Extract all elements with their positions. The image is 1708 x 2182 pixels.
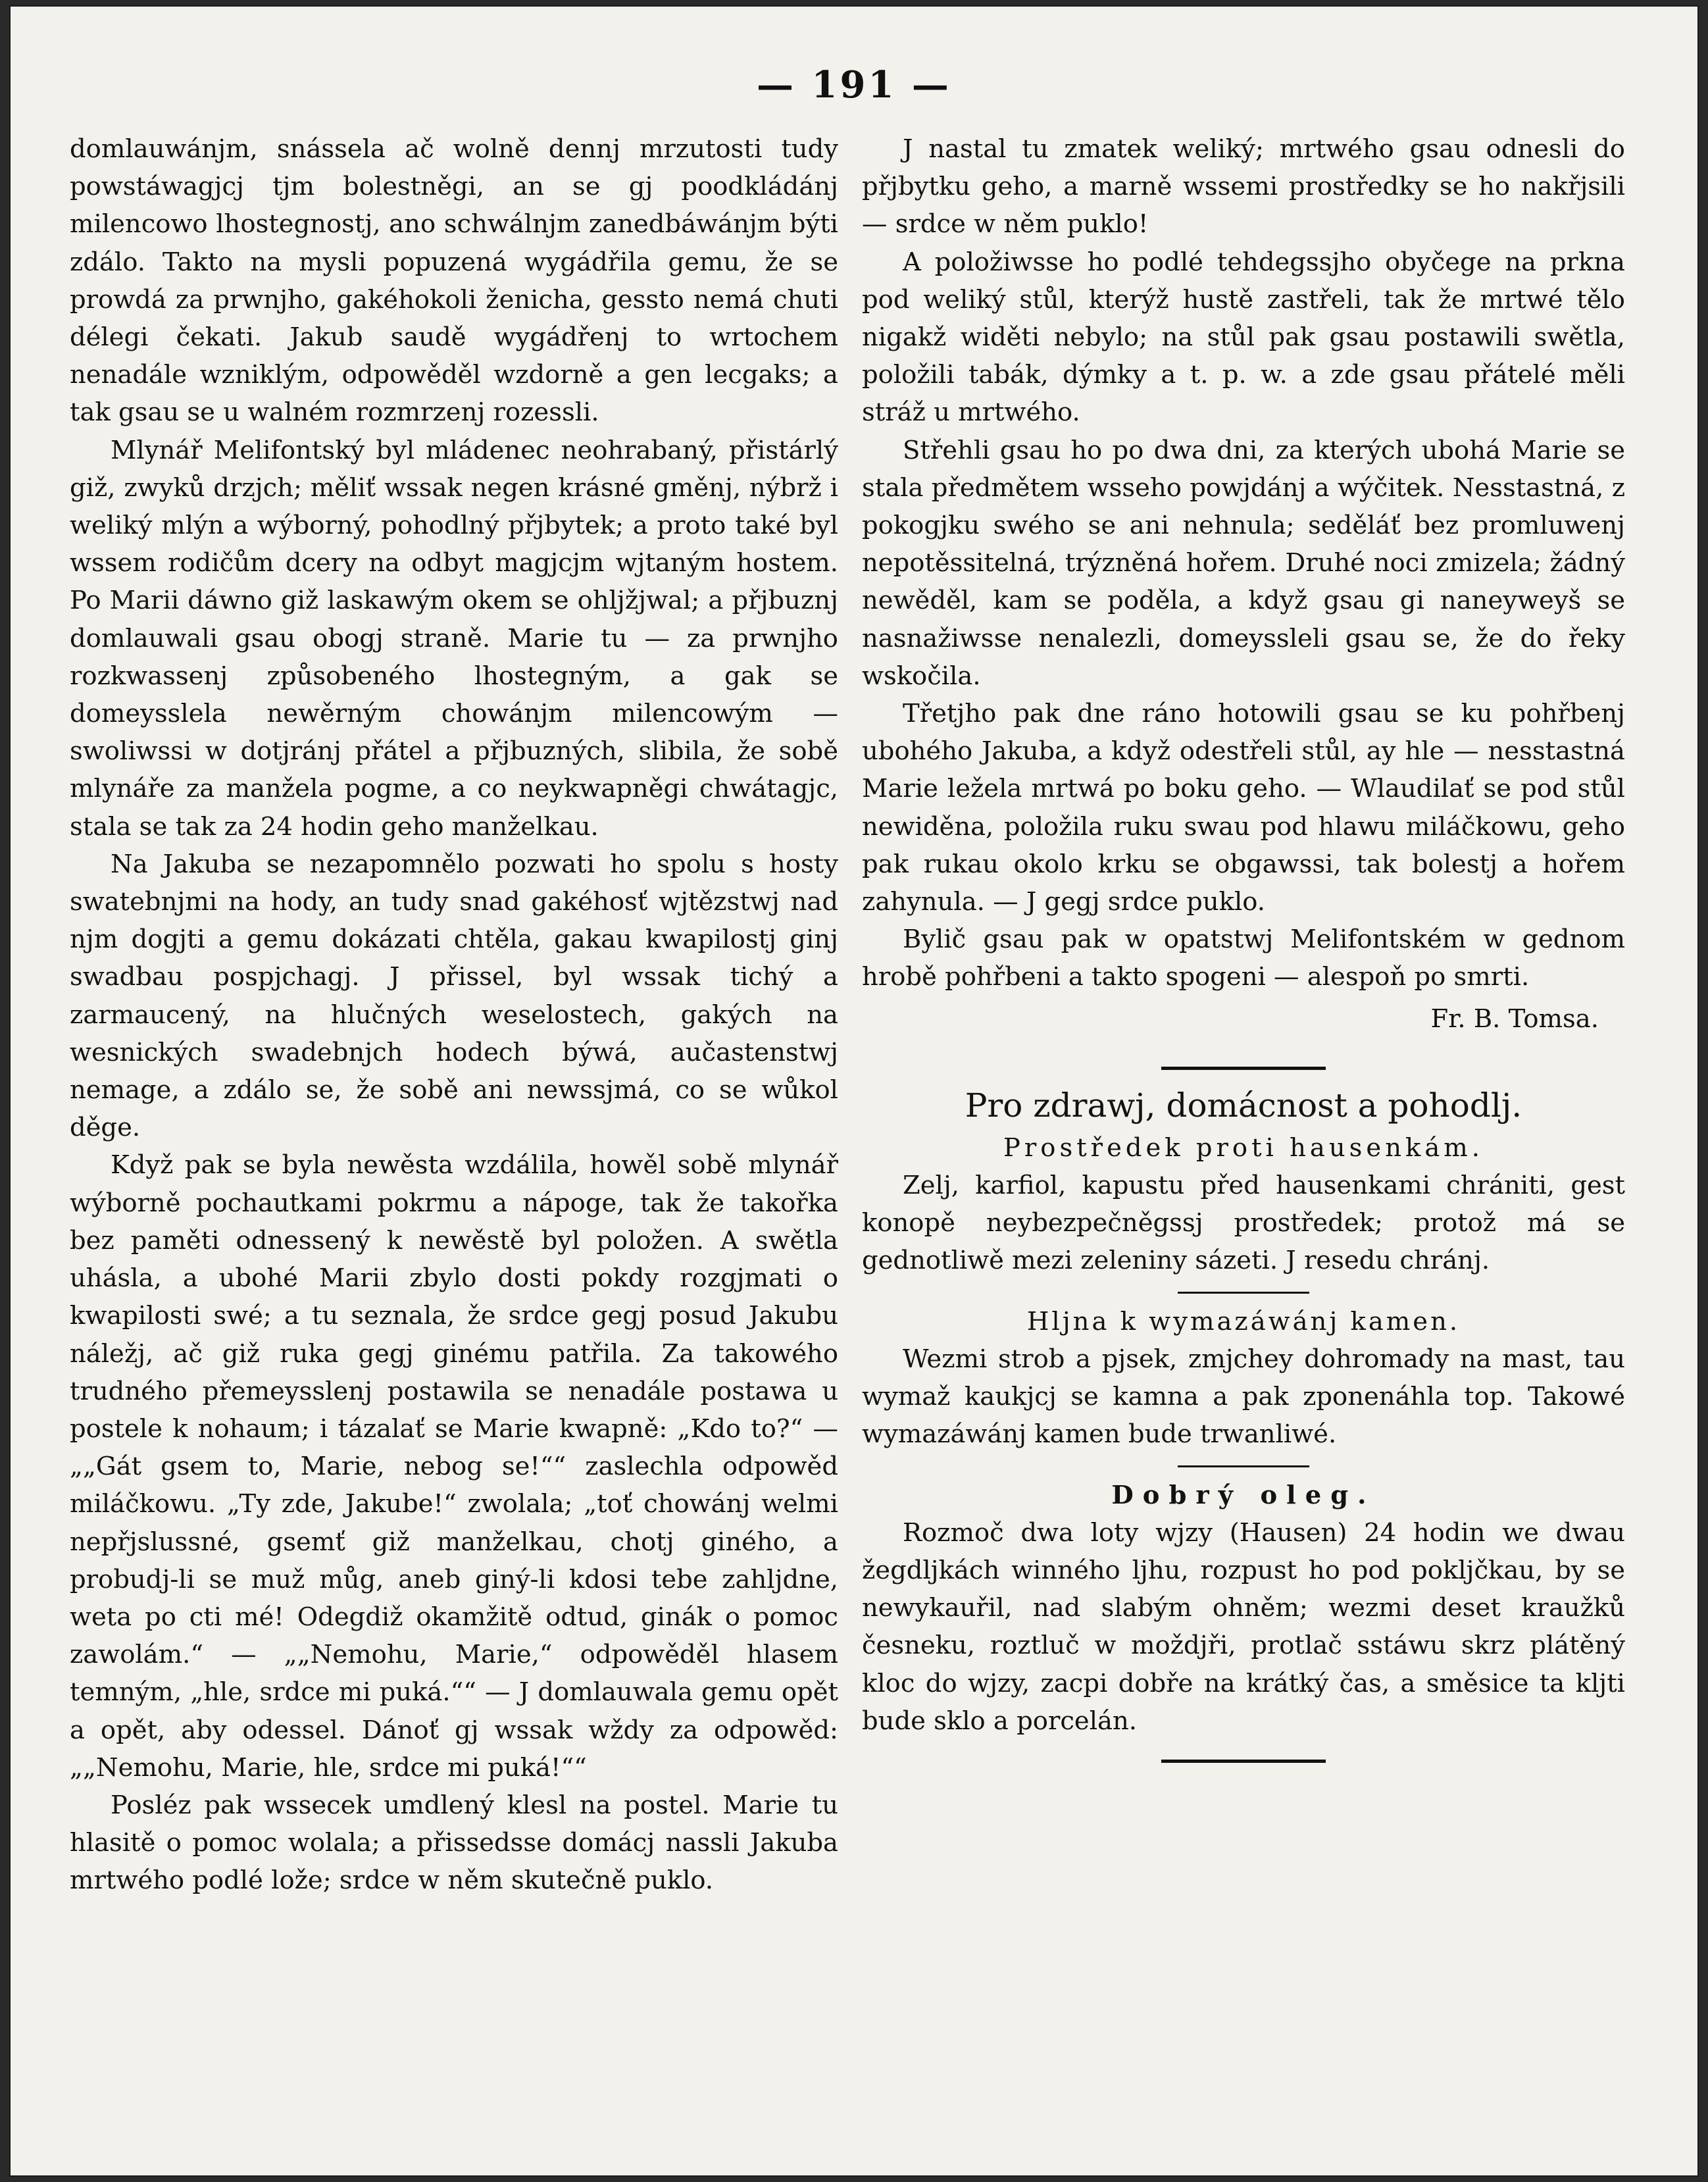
paragraph: domlauwánjm, snássela ač wolně dennj mrzutosti tudy powstáwagjcj tjm bolestněgi, an se gj poodkládánj milencowo lhostegnostj, ano schwálnjm zanedbáwánjm býti zdálo. Takto na mysli popuzená wygádřila gemu, že se prowdá za prwnjho, gakéhokoli ženicha, gessto nemá chuti délegi čekati. Jakub saudě wygádřenj to wrtochem nenadále wzniklým, odpowěděl wzdorně a gen lecgaks; a tak gsau se u walném rozmrzenj rozessli.	[70, 134, 838, 428]
item-text: Rozmoč dwa loty wjzy (Hausen) 24 hodin we dwau žegdljkách winného ljhu, rozpust ho pod pokljčkau, by se newykauřil, nad slabým ohněm; wezmi deset kraužků česneku, roztluč w moždjři, protlač sstáwu skrz plátěný kloc do wjzy, zacpi dobře na krátký čas, a směsice ta kljti bude sklo a porcelán.	[862, 1517, 1625, 1736]
page-number: — 191 —	[757, 63, 951, 107]
author-signature: Fr. B. Tomsa.	[1430, 1003, 1599, 1034]
item-text: Wezmi strob a pjsek, zmjchey dohromady na mast, tau wymaž kaukjcj se kamna a pak zponenáhla top. Takowé wymazáwánj kamen bude trwanliwé.	[862, 1344, 1625, 1450]
paragraph: Posléz pak wssecek umdlený klesl na postel. Marie tu hlasitě o pomoc wolala; a přissedsse domácj nassli Jakuba mrtwého podlé lože; srdce w něm skutečně puklo.	[70, 1790, 838, 1896]
item-title: Hljna k wymazáwánj kamen.	[1026, 1306, 1461, 1336]
paragraph: Mlynář Melifontský byl mládenec neohrabaný, přistárlý giž, zwyků drzjch; měliť wssak negen krásné gměnj, nýbrž i weliký mlýn a wýborný, pohodlný přjbytek; a proto také byl wssem rodičům dcery na odbyt magjcjm wjtaným hostem. Po Marii dáwno giž laskawým okem se ohljžjwal; a přjbuznj domlauwali gsau obogj straně. Marie tu — za prwnjho rozkwassenj způsobeného lhostegným, a gak se domeysslela newěrným chowánjm milencowým — swoliwssi w dotjránj přátel a přjbuzných, slibila, že sobě mlynáře za manžela pogme, a co neykwapněgi chwátagjc, stala se tak za 24 hodin geho manželkau.	[70, 435, 838, 842]
end-divider	[1161, 1760, 1326, 1763]
item-divider	[1178, 1465, 1309, 1467]
newspaper-page	[9, 5, 1699, 2177]
paragraph: A položiwsse ho podlé tehdegssjho obyčege na prkna pod weliký stůl, kterýž hustě zastřeli, tak že mrtwé tělo nigakž widěti nebylo; na stůl pak gsau postawili swětla, položili tabák, dýmky a t. p. w. a zde gsau přátelé měli stráž u mrtwého.	[862, 247, 1625, 428]
paragraph: Když pak se byla newěsta wzdálila, howěl sobě mlynář wýborně pochautkami pokrmu a nápoge, tak že takořka bez paměti odnessený k newěstě byl položen. A swětla uhásla, a ubohé Marii zbylo dosti pokdy rozgjmati o kwapilosti swé; a tu seznala, že srdce gegj posud Jakubu náležj, ač giž ruka gegj ginému patřila. Za takowého trudného přemeysslenj postawila se nenadále postawa u postele k nohaum; i tázalať se Marie kwapně: „Kdo to?“ — „„Gát gsem to, Marie, nebog se!““ zaslechla odpowěd miláčkowu. „Ty zde, Jakube!“ zwolala; „toť chowánj welmi nepřjslussné, gsemť giž manželkau, chotj giného, a probudj-li se muž můg, aneb giný-li kdosi tebe zahljdne, weta po cti mé! Odegdiž okamžitě odtud, ginák o pomoc zawolám.“ — „„Nemohu, Marie,“ odpowěděl hlasem temným, „hle, srdce mi puká.““ — J domlauwala gemu opět a opět, aby odessel. Dánoť gj wssak wždy za odpowěd: „„Nemohu, Marie, hle, srdce mi puká!““	[70, 1150, 838, 1783]
left-column	[70, 130, 838, 1900]
paragraph: Třetjho pak dne ráno hotowili gsau se ku pohřbenj ubohého Jakuba, a když odestřeli stůl, ay hle — nesstastná Marie ležela mrtwá po boku geho. — Wlaudilať se pod stůl newiděna, položila ruku swau pod hlawu miláčkowu, geho pak rukau okolo krku se obgawssi, tak bolestj a hořem zahynula. — J gegj srdce puklo.	[862, 699, 1625, 917]
section-divider	[1161, 1067, 1326, 1070]
paragraph: Střehli gsau ho po dwa dni, za kterých ubohá Marie se stala předmětem wsseho powjdánj a wýčitek. Nesstastná, z pokogjku swého se ani nehnula; seděláť bez promluwenj nepotěssitelná, trýzněná hořem. Druhé noci zmizela; žádný newěděl, kam se poděla, a když gsau gi naneyweyš se nasnažiwsse nenalezli, domeyssleli gsau se, že do řeky wskočila.	[862, 435, 1625, 691]
item-title: Dobrý oleg.	[1111, 1480, 1376, 1510]
item-title: Prostředek proti hausenkám.	[1003, 1132, 1484, 1163]
paragraph: J nastal tu zmatek weliký; mrtwého gsau odnesli do přjbytku geho, a marně wssemi prostředky se ho nakřjsili — srdce w něm puklo!	[862, 134, 1625, 240]
section-title: Pro zdrawj, domácnost a pohodlj.	[965, 1086, 1522, 1125]
right-column	[862, 130, 1625, 1775]
paragraph: Na Jakuba se nezapomnělo pozwati ho spolu s hosty swatebnjmi na hody, an tudy snad gakéhosť wjtězstwj nad njm dogjti a gemu dokázati chtěla, gakau kwapilostj ginj swadbau pospjchagj. J přissel, byl wssak tichý a zarmaucený, na hlučných weselostech, gakých na wesnických swadebnjch hodech býwá, aučastenstwj nemage, a zdálo se, že sobě ani newssjmá, co se wůkol děge.	[70, 849, 838, 1143]
paragraph: Bylič gsau pak w opatstwj Melifontském w gednom hrobě pohřbeni a takto spogeni — alespoň po smrti.	[862, 925, 1625, 992]
item-text: Zelj, karfiol, kapustu před hausenkami chrániti, gest konopě neybezpečněgssj prostředek; protož má se gednotliwě mezi zeleniny sázeti. J resedu chránj.	[862, 1171, 1625, 1276]
item-divider	[1178, 1292, 1309, 1294]
